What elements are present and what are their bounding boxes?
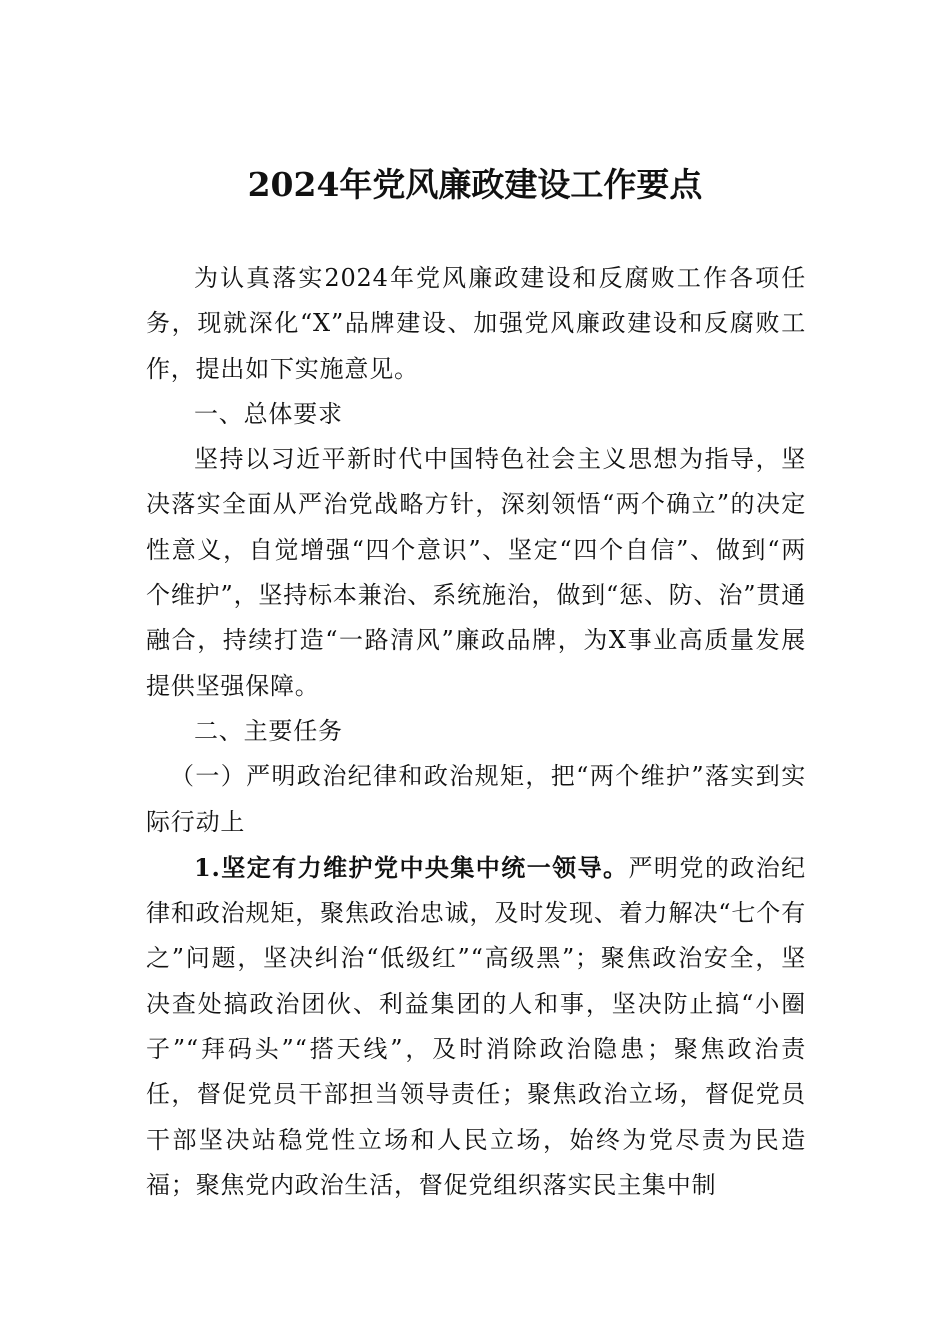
document-body xyxy=(146,256,806,1208)
task-item-1-lead: 1.坚定有力维护党中央集中统一领导。 xyxy=(194,852,629,882)
subsection-heading-political-discipline: （一）严明政治纪律和政治规矩，把“两个维护”落实到实际行动上 xyxy=(146,762,806,836)
general-requirements-paragraph: 坚持以习近平新时代中国特色社会主义思想为指导，坚决落实全面从严治党战略方针，深刻领悟“两个确立”的决定性意义，自觉增强“四个意识”、坚定“四个自信”、做到“两个维护”，坚持标本兼治、系统施治，做到“惩、防、治”贯通融合，持续打造“一路清风”廉政品牌，为X事业高质量发展提供坚强保障。 xyxy=(146,445,806,700)
document-title: 2024年党风廉政建设工作要点 xyxy=(247,165,703,204)
task-item-1 xyxy=(146,845,806,1208)
section-heading-general-requirements: 一、总体要求 xyxy=(194,399,343,428)
section-heading-main-tasks: 二、主要任务 xyxy=(194,716,343,745)
task-item-1-body: 严明党的政治纪律和政治规矩，聚焦政治忠诚，及时发现、着力解决“七个有之”问题，坚决纠治“低级红”“高级黑”；聚焦政治安全，坚决查处搞政治团伙、利益集团的人和事，坚决防止搞“小圈子”“拜码头”“搭天线”，及时消除政治隐患；聚焦政治责任，督促党员干部担当领导责任；聚焦政治立场，督促党员干部坚决站稳党性立场和人民立场，始终为党尽责为民造福；聚焦党内政治生活，督促党组织落实民主集中制 xyxy=(146,853,806,1199)
intro-paragraph: 为认真落实2024年党风廉政建设和反腐败工作各项任务，现就深化“X”品牌建设、加强党风廉政建设和反腐败工作，提出如下实施意见。 xyxy=(146,264,806,383)
